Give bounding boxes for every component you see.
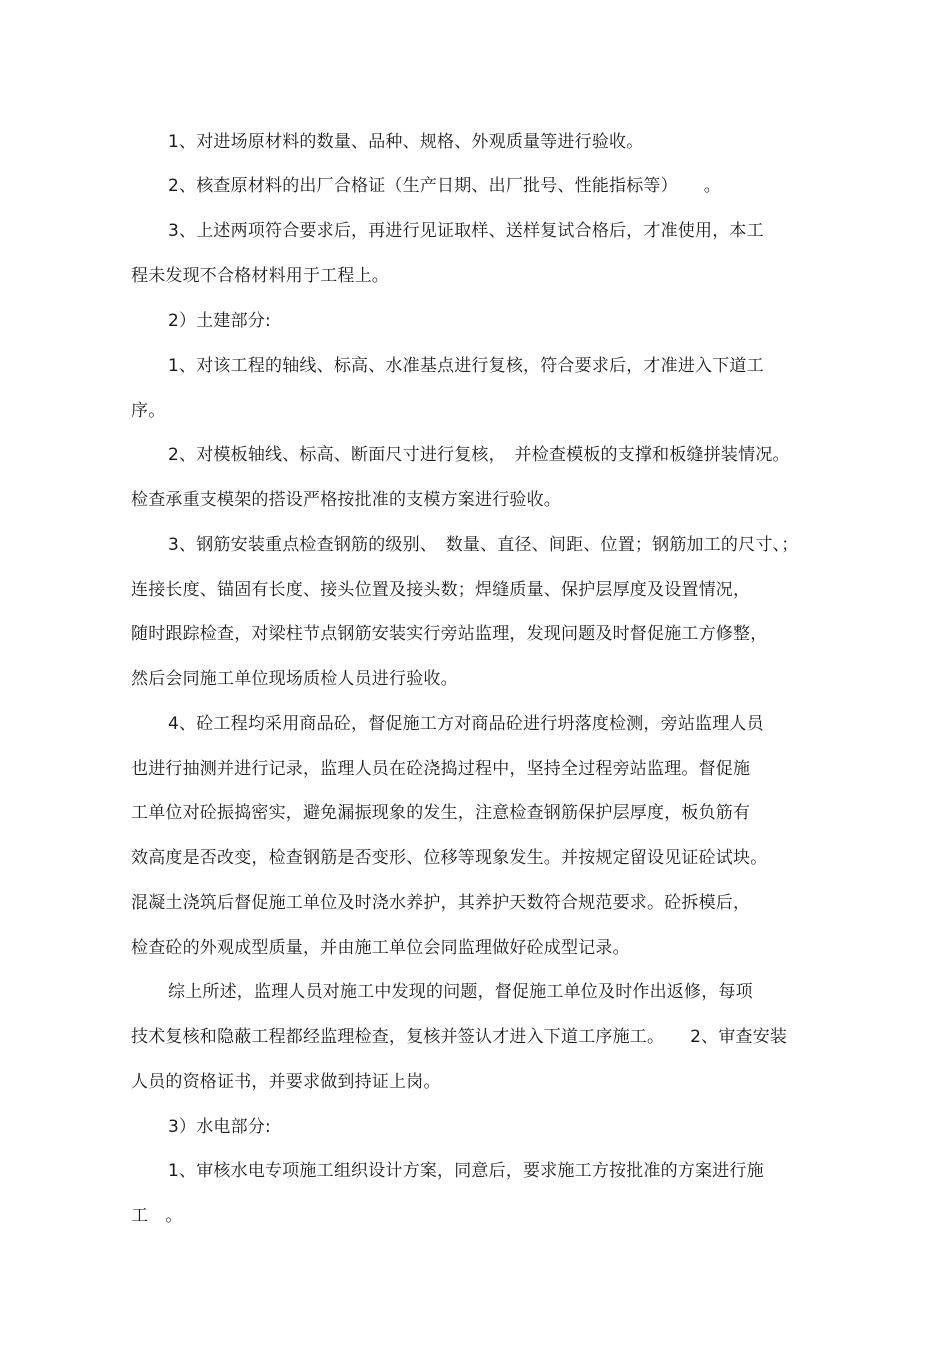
text-line: 也进行抽测并进行记录，监理人员在砼浇捣过程中，坚持全过程旁站监理。督促施 bbox=[131, 759, 751, 779]
text-line: 工 。 bbox=[131, 1206, 183, 1226]
text-line: 程未发现不合格材料用于工程上。 bbox=[131, 266, 389, 286]
text-line: 技术复核和隐蔽工程都经监理检查，复核并签认才进入下道工序施工。 2、审查安装 bbox=[131, 1027, 788, 1047]
text-line: 3、上述两项符合要求后，再进行见证取样、送样复试合格后，才准使用，本工 bbox=[168, 221, 764, 241]
text-line: 2、对模板轴线、标高、断面尺寸进行复核， 并检查模板的支撑和板缝拼装情况。 bbox=[168, 445, 790, 465]
text-line: 人员的资格证书，并要求做到持证上岗。 bbox=[131, 1072, 441, 1092]
text-line: 1、对该工程的轴线、标高、水准基点进行复核，符合要求后，才准进入下道工 bbox=[168, 356, 764, 376]
text-line: 工单位对砼振捣密实，避免漏振现象的发生，注意检查钢筋保护层厚度，板负筋有 bbox=[131, 803, 751, 823]
text-line: 效高度是否改变，检查钢筋是否变形、位移等现象发生。并按规定留设见证砼试块。 bbox=[131, 848, 768, 868]
text-line: 检查承重支模架的搭设严格按批准的支模方案进行验收。 bbox=[131, 490, 561, 510]
text-line: 综上所述，监理人员对施工中发现的问题，督促施工单位及时作出返修，每项 bbox=[168, 982, 753, 1002]
text-line: 序。 bbox=[131, 401, 166, 421]
text-line: 检查砼的外观成型质量，并由施工单位会同监理做好砼成型记录。 bbox=[131, 938, 630, 958]
text-line: 混凝土浇筑后督促施工单位及时浇水养护，其养护天数符合规范要求。砼拆模后， bbox=[131, 893, 751, 913]
text-line: 3、钢筋安装重点检查钢筋的级别、 数量、直径、间距、位置；钢筋加工的尺寸、； bbox=[168, 535, 799, 555]
text-line: 随时跟踪检查，对梁柱节点钢筋安装实行旁站监理，发现问题及时督促施工方修整， bbox=[131, 624, 768, 644]
text-line: 然后会同施工单位现场质检人员进行验收。 bbox=[131, 669, 458, 689]
text-line: 4、砼工程均采用商品砼，督促施工方对商品砼进行坍落度检测，旁站监理人员 bbox=[168, 714, 764, 734]
section-heading: 2）土建部分: bbox=[168, 311, 271, 331]
text-line: 1、对进场原材料的数量、品种、规格、外观质量等进行验收。 bbox=[168, 132, 644, 152]
section-heading: 3）水电部分: bbox=[168, 1117, 271, 1137]
text-line: 2、核查原材料的出厂合格证（生产日期、出厂批号、性能指标等） 。 bbox=[168, 176, 721, 196]
text-line: 1、审核水电专项施工组织设计方案，同意后，要求施工方按批准的方案进行施 bbox=[168, 1161, 764, 1181]
text-line: 连接长度、锚固有长度、接头位置及接头数；焊缝质量、保护层厚度及设置情况， bbox=[131, 580, 751, 600]
